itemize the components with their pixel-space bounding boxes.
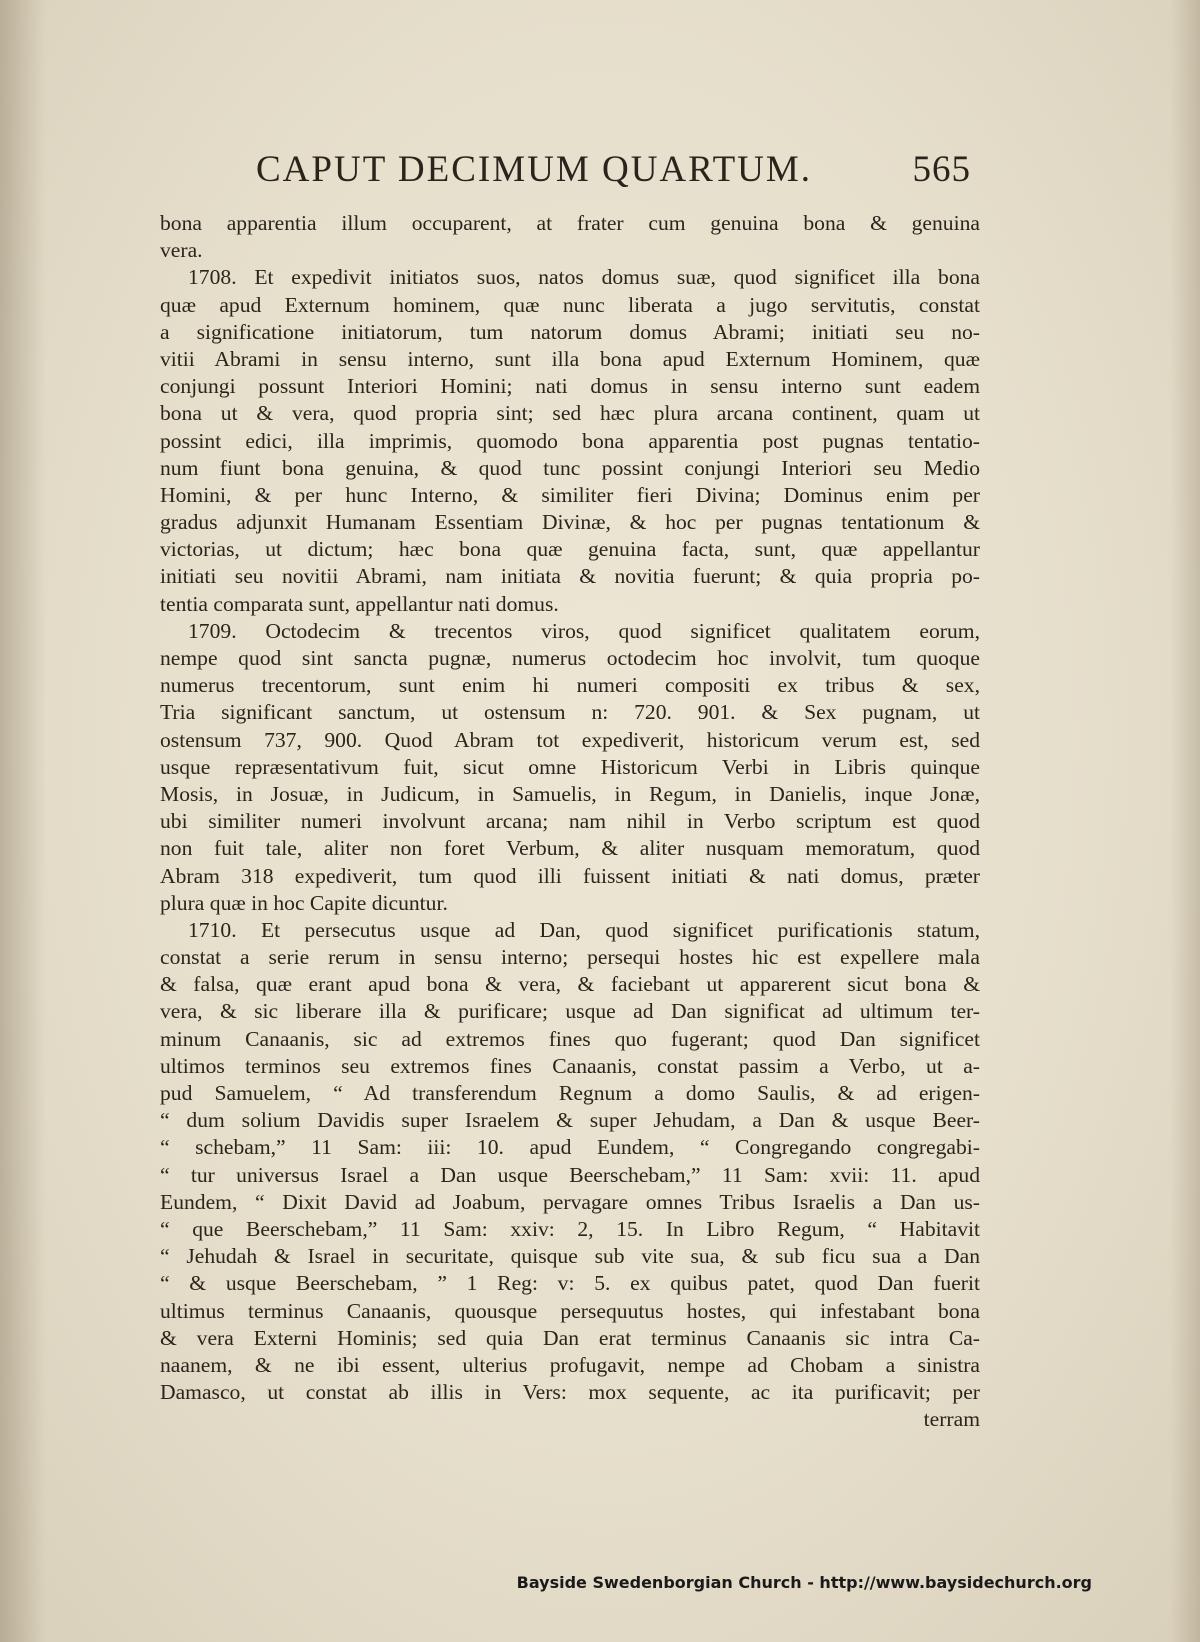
text-line: usque repræsentativum fuit, sicut omne Historicum Verbi in Libris quinque bbox=[160, 754, 980, 779]
text-line: a significatione initiatorum, tum natorum domus Abrami; initiati seu no- bbox=[160, 319, 980, 344]
text-line: victorias, ut dictum; hæc bona quæ genuina facta, sunt, quæ appellantur bbox=[160, 537, 980, 562]
text-line: Mosis, in Josuæ, in Judicum, in Samuelis, in Regum, in Danielis, inque Jonæ, bbox=[160, 781, 980, 806]
text-line: pud Samuelem, “ Ad transferendum Regnum a domo Saulis, & ad erigen- bbox=[160, 1081, 980, 1105]
text-line: conjungi possunt Interiori Homini; nati domus in sensu interno sunt eadem bbox=[160, 374, 980, 399]
text-line: “ & usque Beerschebam, ” 1 Reg: v: 5. ex quibus patet, quod Dan fuerit bbox=[160, 1271, 980, 1296]
text-line: bona apparentia illum occuparent, at frater cum genuina bona & genuina bbox=[160, 211, 980, 235]
text-line: vera. bbox=[160, 238, 203, 263]
text-line: nempe quod sint sancta pugnæ, numerus octodecim hoc involvit, tum quoque bbox=[160, 646, 980, 670]
text-line: & vera Externi Hominis; sed quia Dan erat terminus Canaanis sic intra Ca- bbox=[160, 1325, 980, 1350]
text-line: possint edici, illa imprimis, quomodo bona apparentia post pugnas tentatio- bbox=[160, 428, 980, 453]
chapter-title: CAPUT DECIMUM QUARTUM. bbox=[256, 149, 813, 190]
body-text bbox=[160, 210, 980, 1433]
text-line: terram bbox=[923, 1407, 980, 1432]
running-head bbox=[160, 148, 980, 198]
text-line: num fiunt bona genuina, & quod tunc possint conjungi Interiori seu Medio bbox=[160, 455, 980, 480]
text-line: Abram 318 expediverit, tum quod illi fuissent initiati & nati domus, præter bbox=[160, 863, 980, 888]
text-line: ubi similiter numeri involvunt arcana; nam nihil in Verbo scriptum est quod bbox=[160, 809, 980, 834]
text-line: “ Jehudah & Israel in securitate, quisque sub vite sua, & sub ficu sua a Dan bbox=[160, 1244, 980, 1269]
text-line: numerus trecentorum, sunt enim hi numeri compositi ex tribus & sex, bbox=[160, 673, 980, 698]
text-line: non fuit tale, aliter non foret Verbum, & aliter nusquam memoratum, quod bbox=[160, 836, 980, 861]
text-line: 1708. Et expedivit initiatos suos, natos domus suæ, quod significet illa bona bbox=[188, 265, 980, 290]
text-line: “ dum solium Davidis super Israelem & super Jehudam, a Dan & usque Beer- bbox=[160, 1108, 980, 1133]
text-line: vitii Abrami in sensu interno, sunt illa bona apud Externum Hominem, quæ bbox=[160, 346, 980, 371]
text-line: Eundem, “ Dixit David ad Joabum, pervagare omnes Tribus Israelis a Dan us- bbox=[160, 1189, 980, 1214]
text-line: 1710. Et persecutus usque ad Dan, quod significet purificationis statum, bbox=[188, 917, 980, 942]
text-line: naanem, & ne ibi essent, ulterius profugavit, nempe ad Chobam a sinistra bbox=[160, 1352, 980, 1377]
credit-footer: Bayside Swedenborgian Church - http://www.baysidechurch.org bbox=[516, 1573, 1092, 1592]
text-line: constat a serie rerum in sensu interno; persequi hostes hic est expellere mala bbox=[160, 945, 980, 970]
text-line: ostensum 737, 900. Quod Abram tot expediverit, historicum verum est, sed bbox=[160, 727, 980, 752]
text-line: initiati seu novitii Abrami, nam initiata & novitia fuerunt; & quia propria po- bbox=[160, 564, 980, 589]
text-line: tentia comparata sunt, appellantur nati domus. bbox=[160, 591, 559, 616]
text-line: vera, & sic liberare illa & purificare; usque ad Dan significat ad ultimum ter- bbox=[160, 999, 980, 1024]
text-line: 1709. Octodecim & trecentos viros, quod significet qualitatem eorum, bbox=[188, 618, 980, 643]
page-number: 565 bbox=[912, 149, 971, 190]
text-line: Homini, & per hunc Interno, & similiter fieri Divina; Dominus enim per bbox=[160, 482, 980, 507]
text-line: ultimus terminus Canaanis, quousque persequutus hostes, qui infestabant bona bbox=[160, 1298, 980, 1323]
text-line: “ tur universus Israel a Dan usque Beerschebam,” 11 Sam: xvii: 11. apud bbox=[160, 1162, 980, 1187]
text-line: “ schebam,” 11 Sam: iii: 10. apud Eundem, “ Congregando congregabi- bbox=[160, 1135, 980, 1160]
text-line: “ que Beerschebam,” 11 Sam: xxiv: 2, 15. In Libro Regum, “ Habitavit bbox=[160, 1216, 980, 1241]
text-line: ultimos terminos seu extremos fines Canaanis, constat passim a Verbo, ut a- bbox=[160, 1053, 980, 1078]
text-line: quæ apud Externum hominem, quæ nunc liberata a jugo servitutis, constat bbox=[160, 292, 980, 317]
text-line: & falsa, quæ erant apud bona & vera, & faciebant ut apparerent sicut bona & bbox=[160, 972, 980, 997]
text-line: Damasco, ut constat ab illis in Vers: mox sequente, ac ita purificavit; per bbox=[160, 1380, 980, 1405]
text-line: Tria significant sanctum, ut ostensum n: 720. 901. & Sex pugnam, ut bbox=[160, 700, 980, 725]
text-line: gradus adjunxit Humanam Essentiam Divinæ, & hoc per pugnas tentationum & bbox=[160, 510, 980, 535]
text-line: minum Canaanis, sic ad extremos fines quo fugerant; quod Dan significet bbox=[160, 1026, 980, 1051]
text-line: plura quæ in hoc Capite dicuntur. bbox=[160, 890, 448, 915]
text-line: bona ut & vera, quod propria sint; sed hæc plura arcana continent, quam ut bbox=[160, 401, 980, 426]
